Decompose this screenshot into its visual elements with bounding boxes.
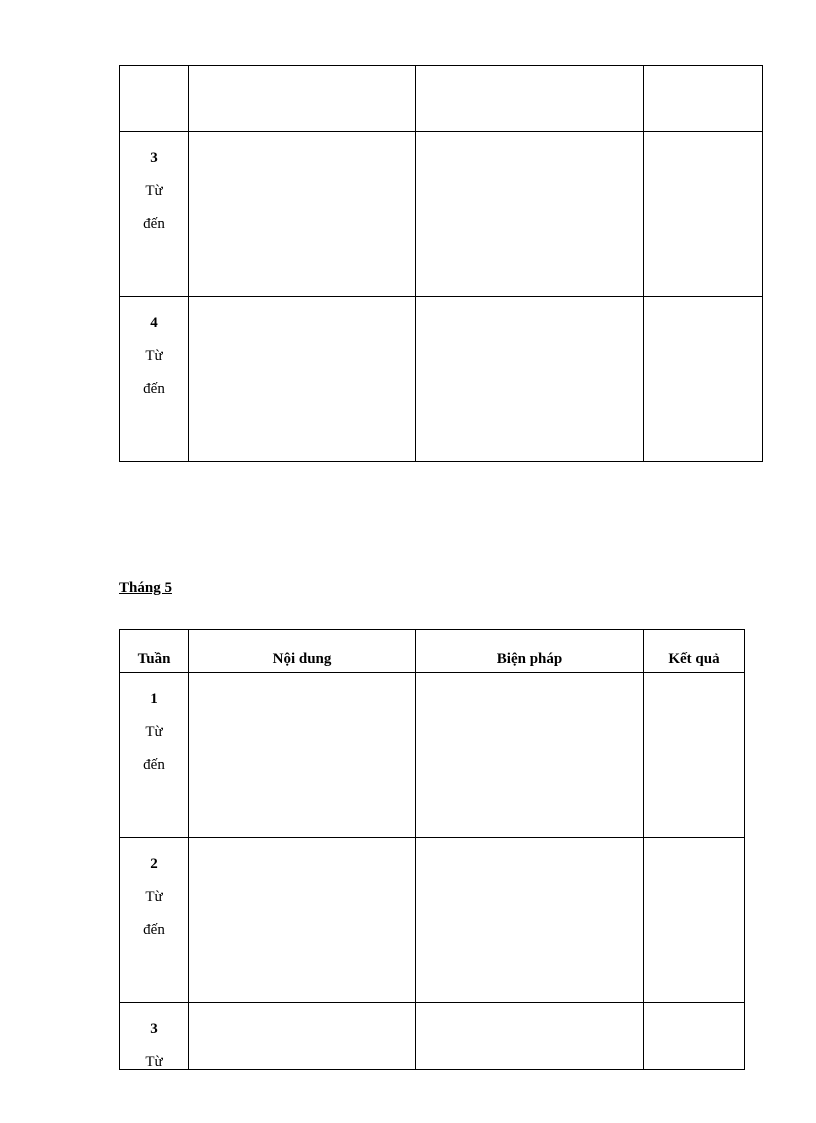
result-cell [644, 297, 763, 462]
table-row [120, 838, 745, 1003]
week-cell [120, 132, 189, 297]
result-cell [644, 1003, 745, 1070]
content-cell [189, 66, 416, 132]
measures-cell [416, 66, 644, 132]
content-cell [189, 673, 416, 838]
plan-table-month [119, 629, 745, 1070]
measures-cell [416, 838, 644, 1003]
content-cell [189, 297, 416, 462]
header-measures: Biện pháp [416, 630, 644, 673]
week-to-label: đến [143, 757, 165, 773]
week-cell [120, 838, 189, 1003]
week-number: 3 [150, 1021, 158, 1037]
week-number: 3 [150, 150, 158, 166]
measures-cell [416, 1003, 644, 1070]
content-cell [189, 1003, 416, 1070]
week-from-label: Từ [145, 889, 163, 905]
header-content: Nội dung [189, 630, 416, 673]
header-week: Tuần [120, 630, 189, 673]
week-cell [120, 673, 189, 838]
measures-cell [416, 297, 644, 462]
table-row [120, 1003, 745, 1070]
week-from-label: Từ [145, 348, 163, 364]
result-cell [644, 66, 763, 132]
table-header-row [120, 630, 745, 673]
content-cell [189, 132, 416, 297]
content-cell [189, 838, 416, 1003]
week-number: 1 [150, 691, 158, 707]
week-number: 2 [150, 856, 158, 872]
table-row [120, 132, 763, 297]
week-cell [120, 66, 189, 132]
week-from-label: Từ [145, 183, 163, 199]
table-row [120, 673, 745, 838]
measures-cell [416, 673, 644, 838]
week-to-label: đến [143, 381, 165, 397]
week-cell [120, 1003, 189, 1070]
week-number: 4 [150, 315, 158, 331]
result-cell [644, 673, 745, 838]
week-cell [120, 297, 189, 462]
week-from-label: Từ [145, 1054, 163, 1069]
week-to-label: đến [143, 922, 165, 938]
result-cell [644, 838, 745, 1003]
section-title: Tháng 5 [119, 580, 172, 596]
week-from-label: Từ [145, 724, 163, 740]
measures-cell [416, 132, 644, 297]
plan-table-continued [119, 65, 763, 462]
table-row [120, 66, 763, 132]
result-cell [644, 132, 763, 297]
header-result: Kết quả [644, 630, 745, 673]
week-to-label: đến [143, 216, 165, 232]
table-row [120, 297, 763, 462]
